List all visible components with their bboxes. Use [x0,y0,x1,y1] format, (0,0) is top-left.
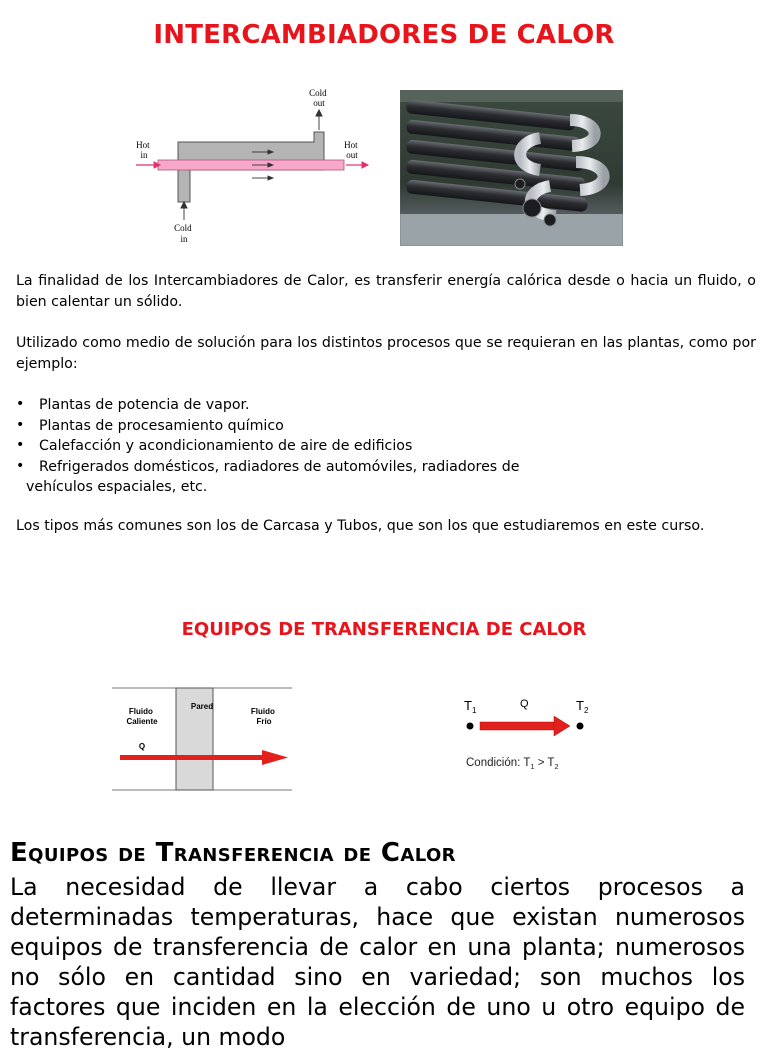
hot-out-label: Hot out [344,140,358,160]
cold-fluid-label: Fluido Frío [250,707,275,726]
bullet-icon: • [16,396,25,412]
hot-fluid-label: Fluido Caliente [126,707,158,726]
subtitle: EQUIPOS DE TRANSFERENCIA DE CALOR [181,619,587,640]
cold-out-label: Cold out [309,88,327,108]
temperature-condition-diagram [458,694,598,774]
intro-paragraph: La finalidad de los Intercambiadores de Calor, es transferir energía calórica desde o hacia un fluido, o bien calentar un sólido. [16,273,756,310]
t1-point [467,723,474,730]
page-title: INTERCAMBIADORES DE CALOR [153,20,615,50]
hot-in-arrow [136,162,160,168]
wall-label: Pared [190,702,214,711]
section-heading: Equipos de Transferencia de Calor [10,838,456,868]
heat-exchanger-photo [400,90,623,246]
hot-in-label: Hot in [136,140,150,160]
applications-list [16,395,756,498]
wall-transfer-diagram [112,684,296,796]
types-paragraph: Los tipos más comunes son los de Carcasa y Tubos, que son los que estudiaremos en este curso. [16,518,705,534]
q-arrow [480,716,570,736]
bullet-icon: • [16,457,25,474]
list-item: • Refrigerados domésticos, radiadores de automóviles, radiadores de vehículos espaciales, etc. [16,457,520,495]
t2-label: $T_2$ [576,698,589,715]
list-item: • Plantas de procesamiento químico [16,416,284,434]
usage-paragraph: Utilizado como medio de solución para los distintos procesos que se requieran en las plantas, como por ejemplo: [16,335,756,372]
q-dot-label: Q [520,698,529,710]
cold-in-arrow [181,202,187,220]
heat-exchanger-diagram [128,86,380,248]
list-item: • Plantas de potencia de vapor. [16,396,250,413]
t1-label: $T_1$ [464,698,477,715]
bullet-icon: • [16,437,25,453]
bullet-icon: • [16,416,25,433]
t2-point [577,723,584,730]
list-item: • Calefacción y acondicionamiento de aire de edificios [16,437,413,454]
cold-in-label: Cold in [174,223,192,244]
q-label: Q [138,742,146,751]
hot-out-arrow [346,162,368,168]
cold-out-arrow [316,110,322,130]
section-body: La necesidad de llevar a cabo ciertos procesos a determinadas temperaturas, hace que existan numerosos equipos de transferencia de calor en una planta; numerosos no sólo en cantidad sino en variedad; son muchos los factores que inciden en la elección de uno u otro equipo de transferencia, un modo [10,873,745,1051]
condition-text: Condición: $T_1 > T_2$ [466,757,559,771]
hot-tube [158,160,344,170]
